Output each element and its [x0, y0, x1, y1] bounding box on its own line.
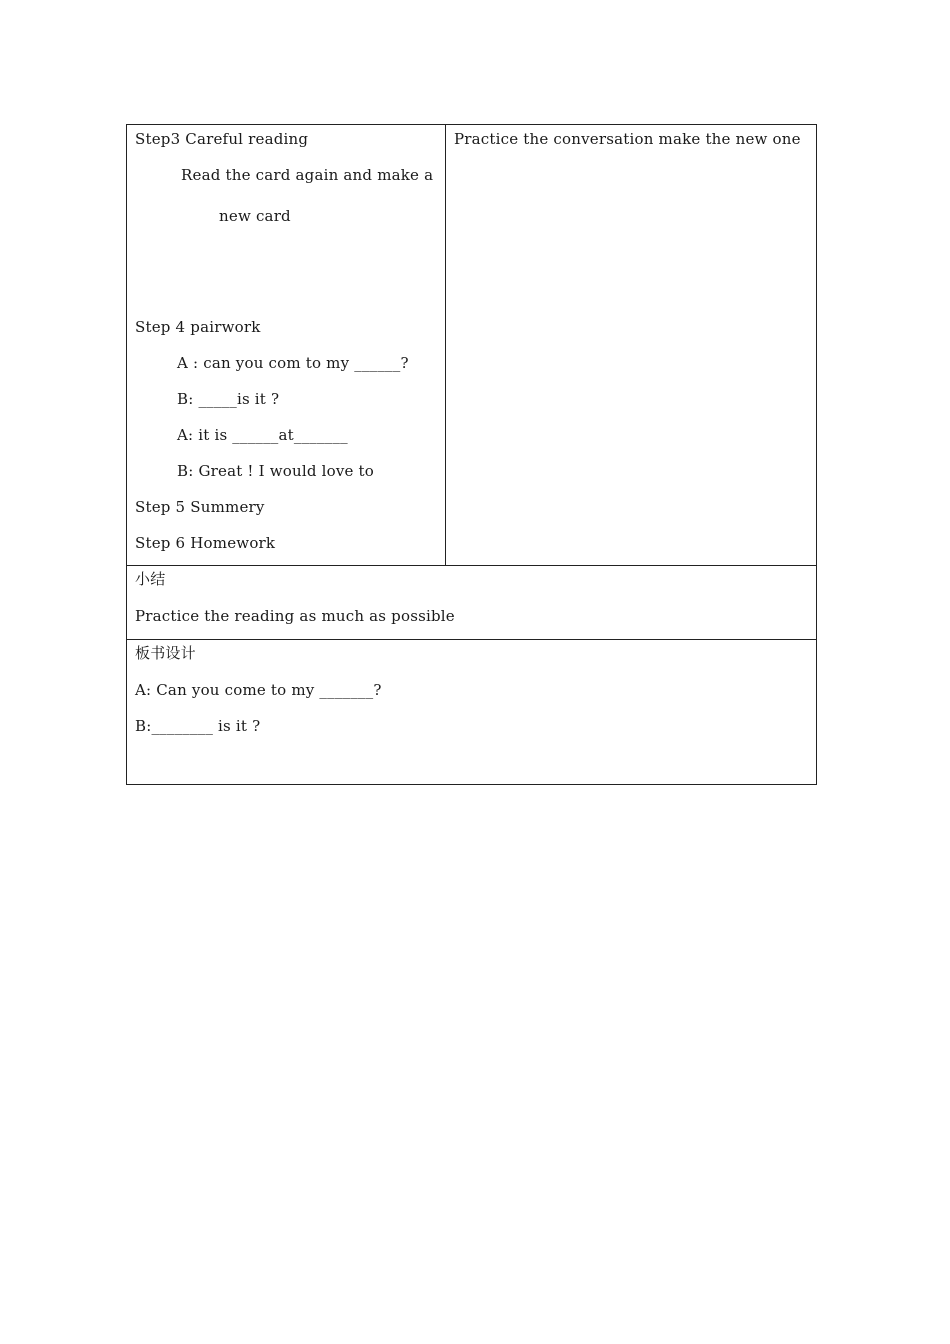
- step3-heading: Step3 Careful reading: [135, 130, 309, 148]
- step4-heading: Step 4 pairwork: [135, 318, 261, 336]
- table-row-board: [127, 640, 817, 785]
- board-title: 板书设计: [135, 644, 196, 662]
- step6-heading: Step 6 Homework: [135, 534, 276, 552]
- table-row-summary: [127, 566, 817, 640]
- summary-text: Practice the reading as much as possible: [135, 607, 455, 625]
- practice-text: Practice the conversation make the new one: [454, 130, 801, 148]
- practice-cell: [446, 125, 817, 566]
- board-line-2: B:________ is it ?: [135, 717, 261, 735]
- summary-title: 小结: [135, 570, 166, 588]
- step3-line-1: Read the card again and make a: [181, 166, 434, 184]
- step4-dialog-line-4: B: Great ! I would love to: [177, 462, 375, 480]
- step4-dialog-line-3: A: it is ______at_______: [177, 426, 348, 444]
- summary-cell: [127, 566, 817, 640]
- lesson-plan-table: [126, 124, 817, 785]
- board-line-1: A: Can you come to my _______?: [135, 681, 382, 699]
- board-design-cell: [127, 640, 817, 785]
- step5-heading: Step 5 Summery: [135, 498, 265, 516]
- table-row-steps: [127, 125, 817, 566]
- step4-dialog-line-1: A : can you com to my ______?: [177, 354, 409, 372]
- steps-cell: [127, 125, 446, 566]
- step3-line-2: new card: [219, 207, 291, 225]
- step4-dialog-line-2: B: _____is it ?: [177, 390, 280, 408]
